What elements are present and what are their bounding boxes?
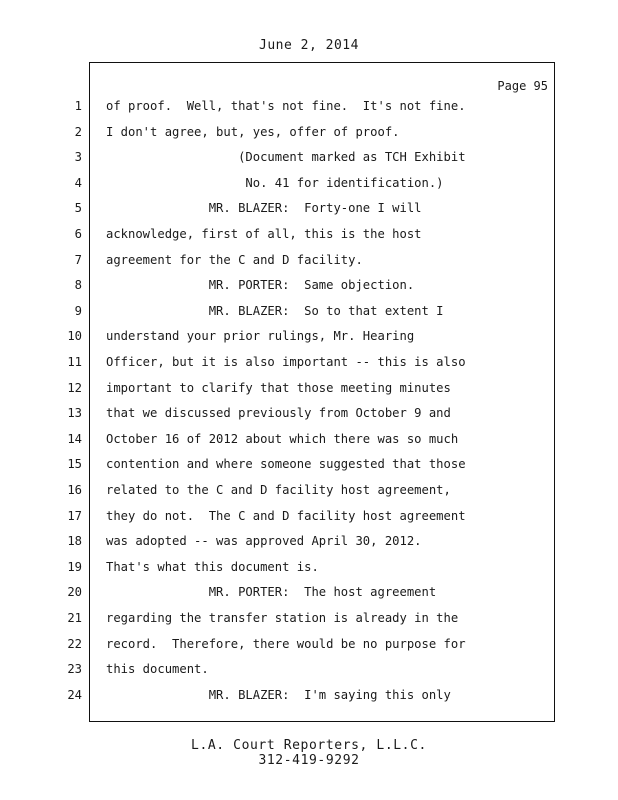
line-number: 6 — [74, 227, 82, 241]
transcript-line — [0, 655, 618, 681]
line-number: 16 — [67, 483, 82, 497]
line-text: understand your prior rulings, Mr. Hearing — [106, 329, 415, 344]
line-number: 7 — [74, 252, 82, 267]
line-number: 13 — [67, 406, 82, 421]
transcript-line — [0, 578, 618, 604]
line-text: record. Therefore, there would be no purpose for — [106, 636, 466, 651]
line-text: MR. BLAZER: So to that extent I — [106, 303, 444, 318]
transcript-line — [0, 143, 618, 169]
line-number: 2 — [74, 124, 82, 139]
line-number: 22 — [67, 636, 82, 651]
line-text: No. 41 for identification.) — [106, 175, 444, 190]
transcript-line — [0, 220, 618, 246]
line-number: 1 — [74, 99, 82, 113]
line-text: MR. PORTER: Same objection. — [106, 278, 415, 293]
transcript-line — [0, 630, 618, 656]
line-number: 23 — [67, 662, 82, 677]
transcript-line — [0, 322, 618, 348]
line-number: 3 — [74, 150, 82, 165]
line-text: MR. BLAZER: I'm saying this only — [106, 687, 451, 702]
footer-reporter-name: L.A. Court Reporters, L.L.C. — [191, 738, 427, 753]
transcript-line — [0, 553, 618, 579]
line-text: I don't agree, but, yes, offer of proof. — [106, 124, 400, 139]
line-text: acknowledge, first of all, this is the host — [106, 227, 422, 241]
line-number: 21 — [67, 611, 82, 625]
line-text: this document. — [106, 662, 209, 677]
line-text: they do not. The C and D facility host agreement — [106, 508, 466, 523]
line-text: contention and where someone suggested that those — [106, 457, 466, 472]
line-text: That's what this document is. — [106, 559, 319, 574]
page-number-label: Page 95 — [497, 79, 548, 93]
transcript-line — [0, 194, 618, 220]
line-text: important to clarify that those meeting minutes — [106, 380, 451, 395]
line-number: 17 — [67, 508, 82, 523]
line-number: 5 — [74, 201, 82, 216]
transcript-line — [0, 169, 618, 195]
transcript-line — [0, 348, 618, 374]
transcript-line — [0, 271, 618, 297]
transcript-line — [0, 476, 618, 502]
line-number: 20 — [67, 585, 82, 600]
line-number: 24 — [67, 687, 82, 702]
transcript-line — [0, 527, 618, 553]
line-text: of proof. Well, that's not fine. It's not fine. — [106, 99, 466, 113]
transcript-line — [0, 450, 618, 476]
transcript-line — [0, 118, 618, 144]
line-text: agreement for the C and D facility. — [106, 252, 363, 267]
transcript-line — [0, 399, 618, 425]
line-number: 18 — [67, 534, 82, 549]
page-header-date: June 2, 2014 — [259, 38, 359, 53]
line-text: October 16 of 2012 about which there was so much — [106, 431, 459, 446]
transcript-line — [0, 246, 618, 272]
footer-phone-number: 312-419-9292 — [258, 753, 360, 768]
line-number: 10 — [67, 329, 82, 344]
line-text: regarding the transfer station is already in the — [106, 611, 459, 625]
line-number: 19 — [67, 559, 82, 574]
transcript-line — [0, 681, 618, 707]
line-text: Officer, but it is also important -- this is also — [106, 355, 466, 369]
line-text: MR. BLAZER: Forty-one I will — [106, 201, 422, 216]
transcript-line — [0, 297, 618, 323]
line-number: 9 — [74, 303, 82, 318]
line-text: that we discussed previously from October 9 and — [106, 406, 451, 421]
line-number: 4 — [74, 175, 82, 190]
line-text: was adopted -- was approved April 30, 2012. — [106, 534, 422, 549]
transcript-line — [0, 92, 618, 118]
transcript-line — [0, 374, 618, 400]
line-number: 14 — [67, 431, 82, 446]
line-text: related to the C and D facility host agreement, — [106, 483, 451, 497]
transcript-line — [0, 425, 618, 451]
transcript-line — [0, 604, 618, 630]
line-text: (Document marked as TCH Exhibit — [106, 150, 466, 165]
transcript-line — [0, 502, 618, 528]
line-number: 15 — [67, 457, 82, 472]
line-number: 11 — [67, 355, 82, 369]
line-text: MR. PORTER: The host agreement — [106, 585, 437, 600]
line-number: 12 — [67, 380, 82, 395]
line-number: 8 — [74, 278, 82, 293]
